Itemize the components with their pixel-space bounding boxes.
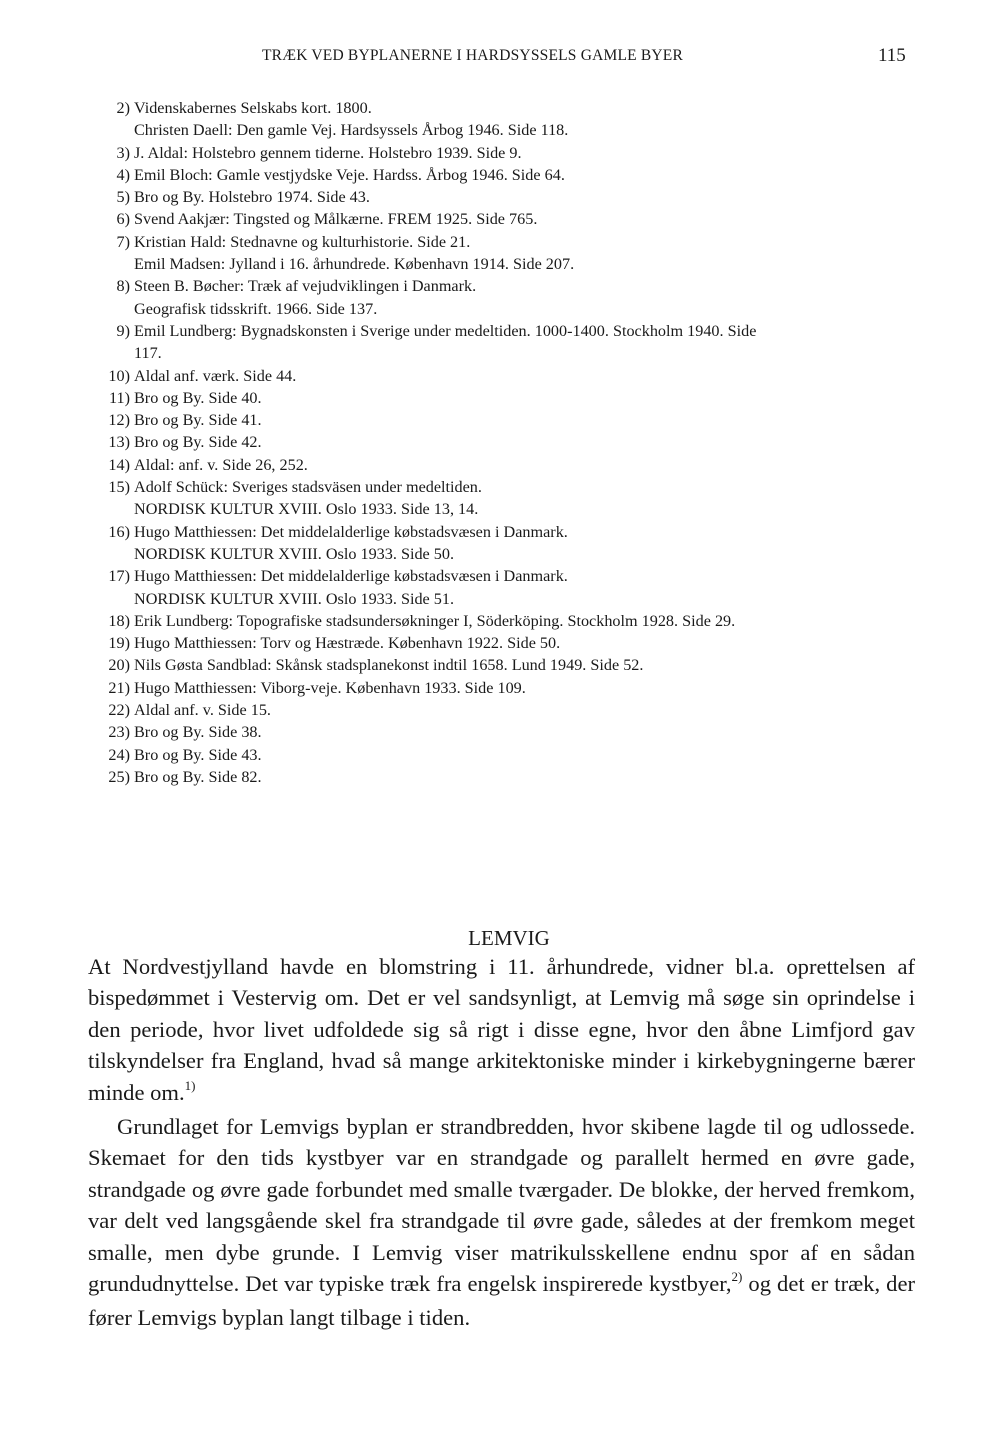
footnote-number: 5) [116, 188, 130, 207]
paragraph-2-text-b: og det er træk, der fører Lemvigs byplan langt tilbage i tiden. [88, 1271, 915, 1331]
footnote-line: Kristian Hald: Stednavne og kulturhistorie. Side 21. [134, 232, 471, 251]
footnote [88, 476, 928, 521]
footnote-number: 2) [116, 99, 130, 117]
footnote [88, 654, 928, 676]
footnote-line: NORDISK KULTUR XVIII. Oslo 1933. Side 50. [134, 544, 455, 563]
footnote-number: 25) [108, 767, 130, 786]
footnote [88, 409, 928, 431]
footnote-text [134, 186, 370, 208]
footnote [88, 565, 928, 610]
footnote-line: Hugo Matthiessen: Det middelalderlige købstadsvæsen i Danmark. [134, 567, 568, 586]
footnote [88, 387, 928, 409]
footnote-line: NORDISK KULTUR XVIII. Oslo 1933. Side 51. [134, 589, 455, 608]
footnote-number: 8) [116, 277, 130, 296]
footnote-line: Nils Gøsta Sandblad: Skånsk stadsplanekonst indtil 1658. Lund 1949. Side 52. [134, 656, 644, 675]
footnote-number: 6) [116, 210, 130, 229]
footnote-number: 7) [116, 232, 130, 251]
footnote-number: 14) [108, 455, 130, 474]
footnote [88, 677, 928, 699]
footnote-text [134, 721, 262, 743]
footnote-text [134, 275, 476, 320]
footnote [88, 164, 928, 186]
footnote-text [134, 320, 756, 365]
footnote [88, 699, 928, 721]
body-text [88, 951, 915, 1334]
page-header [0, 47, 1000, 75]
footnote-text [134, 142, 522, 164]
footnote-number: 12) [108, 411, 130, 430]
footnote-number: 10) [108, 366, 130, 385]
footnote-line: Steen B. Bøcher: Træk af vejudviklingen i Danmark. [134, 277, 477, 296]
footnote-number: 17) [108, 567, 130, 586]
footnote [88, 431, 928, 453]
footnote-line: Adolf Schück: Sveriges stadsväsen under medeltiden. [134, 478, 482, 497]
footnote [88, 721, 928, 743]
footnote-line: Hugo Matthiessen: Viborg-veje. København 1933. Side 109. [134, 678, 526, 697]
footnote-line: Bro og By. Side 41. [134, 411, 262, 430]
footnote-text [134, 365, 296, 387]
footnote-number: 15) [108, 478, 130, 497]
footnote-text [134, 454, 308, 476]
footnote-line: Aldal: anf. v. Side 26, 252. [134, 455, 308, 474]
footnote [88, 632, 928, 654]
footnote [88, 97, 928, 142]
footnote-number: 13) [108, 433, 130, 452]
footnote [88, 766, 928, 788]
footnote-line: Bro og By. Side 38. [134, 723, 262, 742]
footnote-line: Emil Bloch: Gamle vestjydske Veje. Hardss. Årbog 1946. Side 64. [134, 165, 565, 184]
footnote-line: Emil Madsen: Jylland i 16. århundrede. København 1914. Side 207. [134, 255, 575, 274]
footnote-text [134, 677, 526, 699]
footnote-line: 117. [134, 344, 162, 363]
footnote-number: 21) [108, 678, 130, 697]
footnote-line: Hugo Matthiessen: Torv og Hæstræde. København 1922. Side 50. [134, 634, 561, 653]
footnote-line: J. Aldal: Holstebro gennem tiderne. Holstebro 1939. Side 9. [134, 143, 522, 162]
footnote [88, 142, 928, 164]
footnote-line: Videnskabernes Selskabs kort. 1800. [134, 99, 372, 117]
paragraph-2 [88, 1111, 915, 1334]
footnote [88, 231, 928, 276]
footnote [88, 208, 928, 230]
paragraph-2-text-a: Grundlaget for Lemvigs byplan er strandbredden, hvor skibene lagde til og udlossede. Skemaet for den tids kystbyer var en strandgade og parallelt hermed en øvre gade, strandgade og øvre gade forbundet med smalle tværgader. De blokke, der herved fremkom, var delt ved langsgående skel fra strandgade til øvre gade, således at der fremkom meget smalle, men dybe grunde. I Lemvig viser matrikulsskellene endnu spor af en sådan grundudnyttelse. Det var typiske træk fra engelsk inspirerede kystbyer, [88, 1114, 915, 1297]
section-title: LEMVIG [468, 926, 550, 950]
footnote-line: Bro og By. Holstebro 1974. Side 43. [134, 188, 370, 207]
footnote-line: Hugo Matthiessen: Det middelalderlige købstadsvæsen i Danmark. [134, 522, 568, 541]
footnote-text [134, 164, 565, 186]
footnote-text [134, 387, 262, 409]
footnote-line: Emil Lundberg: Bygnadskonsten i Sverige under medeltiden. 1000-1400. Stockholm 1940. Side [134, 321, 757, 340]
footnote-number: 9) [116, 321, 130, 340]
footnote-number: 19) [108, 634, 130, 653]
footnote-ref: 2) [731, 1269, 743, 1285]
footnote [88, 320, 928, 365]
footnote-text [134, 409, 262, 431]
footnote-line: Aldal anf. v. Side 15. [134, 701, 271, 720]
footnote [88, 186, 928, 208]
footnote-number: 16) [108, 522, 130, 541]
footnote-text [134, 521, 568, 566]
footnote-number: 11) [109, 388, 130, 407]
footnote-text [134, 632, 560, 654]
footnote [88, 521, 928, 566]
footnote-line: Bro og By. Side 82. [134, 767, 262, 786]
running-title: TRÆK VED BYPLANERNE I HARDSYSSELS GAMLE BYER [262, 47, 684, 64]
paragraph-1 [88, 951, 915, 1111]
footnote-number: 3) [116, 143, 130, 162]
footnote-line: Svend Aakjær: Tingsted og Målkærne. FREM 1925. Side 765. [134, 210, 538, 229]
footnote-number: 22) [108, 701, 130, 720]
footnote-text [134, 699, 271, 721]
footnote-text [134, 231, 574, 276]
footnote-line: Erik Lundberg: Topografiske stadsundersøkninger I, Söderköping. Stockholm 1928. Side 29. [134, 611, 736, 630]
footnote [88, 365, 928, 387]
footnote-text [134, 744, 262, 766]
footnote-text [134, 431, 262, 453]
footnote-ref: 1) [184, 1077, 196, 1093]
footnote-number: 20) [108, 656, 130, 675]
footnote [88, 454, 928, 476]
footnote [88, 275, 928, 320]
footnote-number: 23) [108, 723, 130, 742]
footnote-number: 4) [116, 165, 130, 184]
footnote-line: Aldal anf. værk. Side 44. [134, 366, 297, 385]
footnote-line: Bro og By. Side 43. [134, 745, 262, 764]
footnote [88, 744, 928, 766]
footnote-line: NORDISK KULTUR XVIII. Oslo 1933. Side 13, 14. [134, 500, 479, 519]
footnote-text [134, 208, 537, 230]
footnote-text [134, 766, 262, 788]
footnote-text [134, 654, 643, 676]
footnote-line: Geografisk tidsskrift. 1966. Side 137. [134, 299, 378, 318]
page-number: 115 [878, 45, 906, 66]
footnote-text [134, 565, 568, 610]
paragraph-1-text: At Nordvestjylland havde en blomstring i 11. århundrede, vidner bl.a. oprettelsen af bispedømmet i Vestervig om. Det er vel sandsynligt, at Lemvig må søge sin oprindelse i den periode, hvor livet udfoldede sig så rigt i disse egne, hvor den åbne Limfjord gav tilskyndelser fra England, hvad så mange arkitektoniske minder i kirkebygningerne bærer minde om. [88, 954, 915, 1105]
footnote-number: 24) [108, 745, 130, 764]
footnote-line: Christen Daell: Den gamle Vej. Hardsyssels Årbog 1946. Side 118. [134, 121, 569, 140]
footnote-line: Bro og By. Side 42. [134, 433, 262, 452]
footnote-text [134, 97, 568, 142]
footnote-list [88, 97, 928, 788]
footnote-line: Bro og By. Side 40. [134, 388, 262, 407]
footnote-text [134, 610, 735, 632]
footnote [88, 610, 928, 632]
footnote-number: 18) [108, 611, 130, 630]
footnote-text [134, 476, 482, 521]
